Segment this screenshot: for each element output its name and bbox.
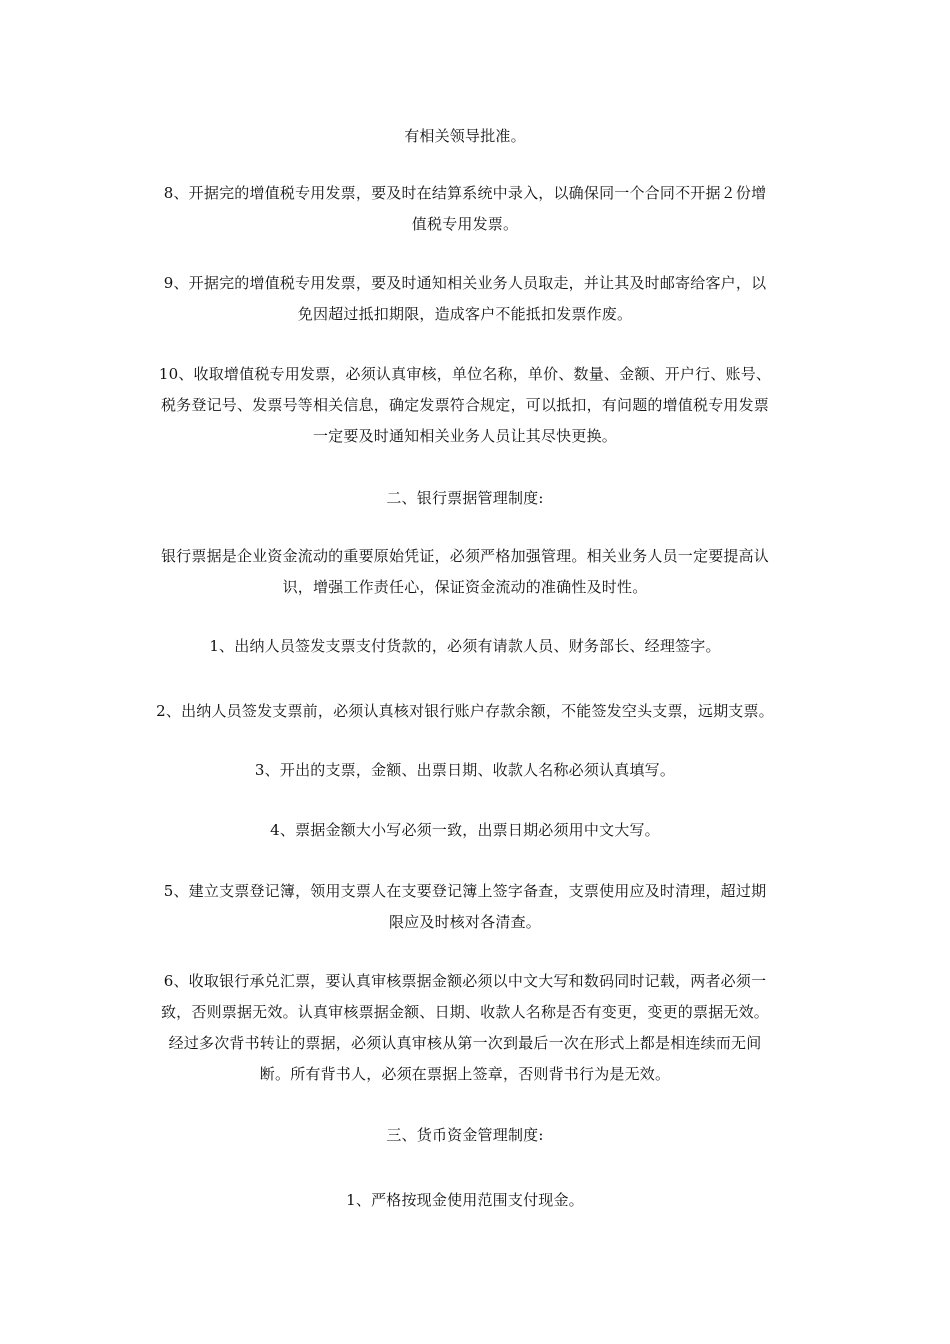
paragraph-bank-item-4: [140, 815, 790, 846]
text-line: 5、建立支票登记簿，领用支票人在支要登记簿上签字备查，支票使用应及时清理，超过期: [163, 882, 767, 900]
paragraph-item-10: [140, 359, 790, 452]
text-line: 6、收取银行承兑汇票，要认真审核票据金额必须以中文大写和数码同时记载，两者必须一: [163, 972, 767, 990]
text-line: 10、收取增值税专用发票，必须认真审核，单位名称，单价、数量、金额、开户行、账号、: [158, 365, 772, 383]
document-page: [140, 0, 790, 1344]
text-line: 值税专用发票。: [411, 215, 519, 233]
section-heading: 三、货币资金管理制度:: [386, 1126, 544, 1144]
text-line: 免因超过抵扣期限，造成客户不能抵扣发票作废。: [297, 305, 633, 323]
section-heading-bank-notes: [140, 483, 790, 514]
text-line: 断。所有背书人，必须在票据上签章，否则背书行为是无效。: [259, 1065, 671, 1083]
paragraph-approval-tail: [140, 121, 790, 152]
text-line: 银行票据是企业资金流动的重要原始凭证，必须严格加强管理。相关业务人员一定要提高认: [160, 547, 769, 565]
text-line: 一定要及时通知相关业务人员让其尽快更换。: [312, 427, 617, 445]
paragraph-currency-item-1: [140, 1185, 790, 1216]
text-line: 1、严格按现金使用范围支付现金。: [346, 1191, 584, 1209]
paragraph-bank-item-3: [140, 755, 790, 786]
text-line: 经过多次背书转让的票据，必须认真审核从第一次到最后一次在形式上都是相连续而无间: [168, 1034, 762, 1052]
text-line: 3、开出的支票，金额、出票日期、收款人名称必须认真填写。: [254, 761, 676, 779]
text-line: 致，否则票据无效。认真审核票据金额、日期、收款人名称是否有变更，变更的票据无效。: [160, 1003, 769, 1021]
text-line: 识，增强工作责任心，保证资金流动的准确性及时性。: [282, 578, 648, 596]
section-heading-currency-funds: [140, 1120, 790, 1151]
paragraph-bank-item-1: [140, 631, 790, 662]
paragraph-item-8: [140, 178, 790, 240]
paragraph-item-9: [140, 268, 790, 330]
section-heading: 二、银行票据管理制度:: [386, 489, 544, 507]
text-line: 税务登记号、发票号等相关信息，确定发票符合规定，可以抵扣，有问题的增值税专用发票: [160, 396, 769, 414]
text-line: 8、开据完的增值税专用发票，要及时在结算系统中录入，以确保同一个合同不开据２份增: [163, 184, 767, 202]
text-line: 4、票据金额大小写必须一致，出票日期必须用中文大写。: [270, 821, 660, 839]
text-line: 1、出纳人员签发支票支付货款的，必须有请款人员、财务部长、经理签字。: [209, 637, 721, 655]
paragraph-bank-item-6: [140, 966, 790, 1090]
text-line: 限应及时核对各清查。: [388, 913, 541, 931]
paragraph-bank-item-2: [140, 696, 790, 727]
paragraph-bank-notes-intro: [140, 541, 790, 603]
text-line: 2、出纳人员签发支票前，必须认真核对银行账户存款余额，不能签发空头支票，远期支票。: [156, 702, 774, 720]
text-line: 有相关领导批准。: [404, 127, 526, 145]
text-line: 9、开据完的增值税专用发票，要及时通知相关业务人员取走，并让其及时邮寄给客户，以: [163, 274, 767, 292]
paragraph-bank-item-5: [140, 876, 790, 938]
